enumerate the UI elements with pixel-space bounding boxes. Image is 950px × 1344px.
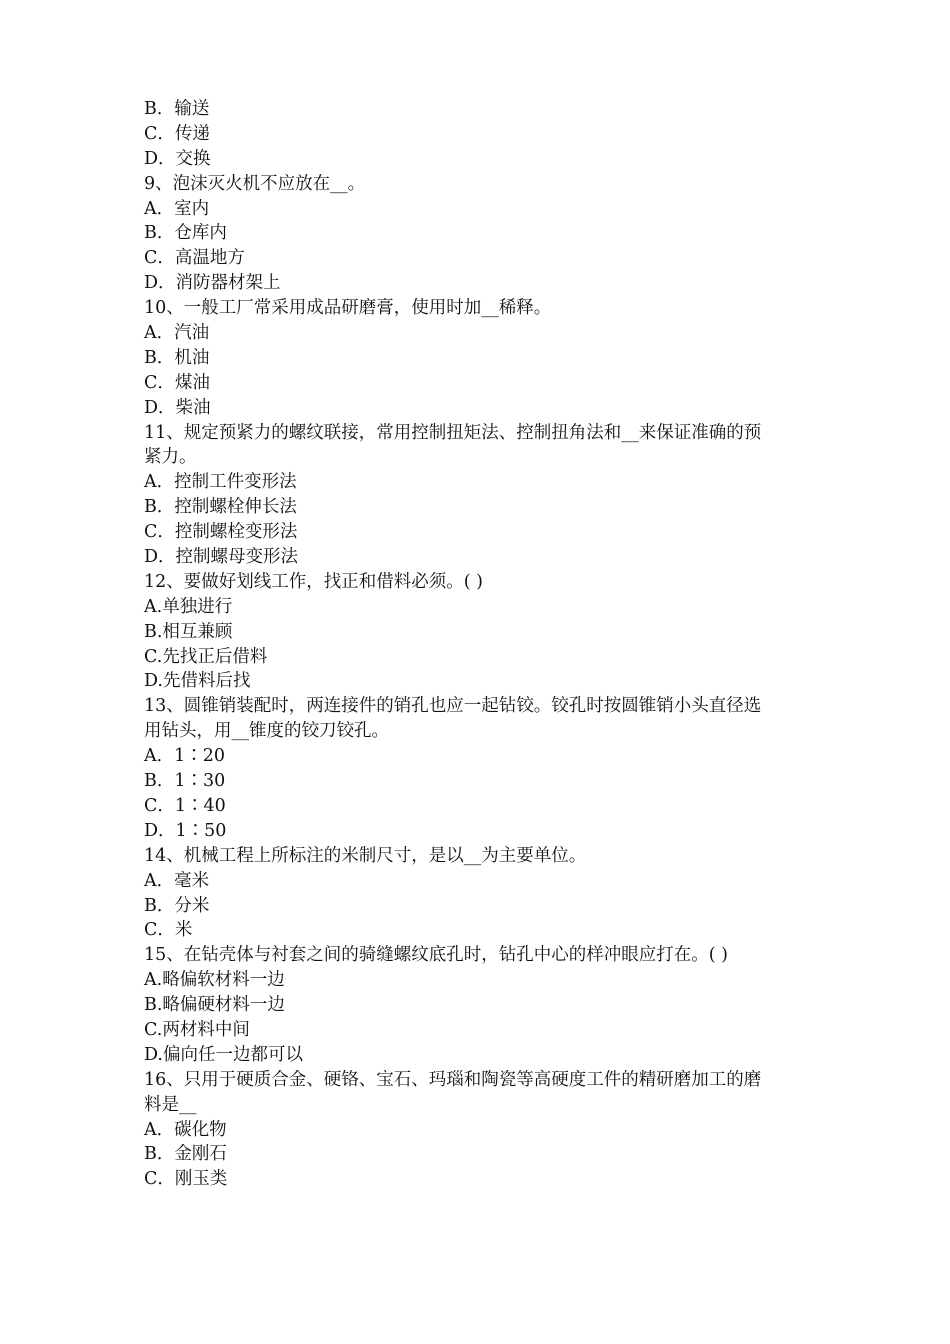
option-text: B．机油 (144, 347, 210, 368)
document-page (144, 97, 824, 1192)
option-text: D．1∶50 (144, 820, 227, 841)
question-text: 12、要做好划线工作，找正和借料必须。( ) (144, 571, 483, 592)
question-text: 9、泡沫灭火机不应放在__。 (144, 173, 366, 194)
option-text: B.略偏硬材料一边 (144, 995, 285, 1016)
question-text: 13、圆锥销装配时，两连接件的销孔也应一起钻铰。铰孔时按圆锥销小头直径选 (144, 696, 762, 717)
option-text: C.先找正后借料 (144, 646, 268, 667)
option-text: A．1∶20 (144, 746, 226, 767)
option-text: A.略偏软材料一边 (144, 970, 285, 991)
question-text-continued: 紧力。 (144, 447, 197, 468)
option-text: A．毫米 (144, 870, 210, 891)
option-text: D．控制螺母变形法 (144, 547, 299, 568)
option-text: C．高温地方 (144, 248, 245, 269)
option-text: B.相互兼顾 (144, 621, 233, 642)
option-text: A．控制工件变形法 (144, 472, 297, 493)
option-text: D.偏向任一边都可以 (144, 1044, 303, 1065)
option-text: A．室内 (144, 198, 210, 219)
option-text: B．金刚石 (144, 1144, 227, 1165)
option-text: B．1∶30 (144, 771, 226, 792)
option-text: C.两材料中间 (144, 1019, 250, 1040)
option-text: C．控制螺栓变形法 (144, 522, 298, 543)
option-text: C．煤油 (144, 372, 210, 393)
option-text: C．米 (144, 920, 193, 941)
question-text: 10、一般工厂常采用成品研磨膏，使用时加__稀释。 (144, 298, 552, 319)
option-text: A．汽油 (144, 323, 210, 344)
question-text-continued: 料是__ (144, 1094, 197, 1115)
option-text: B．分米 (144, 895, 210, 916)
text-line: C．传递 (144, 123, 210, 144)
question-text: 11、规定预紧力的螺纹联接，常用控制扭矩法、控制扭角法和__来保证准确的预 (144, 422, 762, 443)
text-line: D．交换 (144, 148, 211, 169)
question-text: 16、只用于硬质合金、硬铬、宝石、玛瑙和陶瓷等高硬度工件的精研磨加工的磨 (144, 1069, 762, 1090)
option-text: B．控制螺栓伸长法 (144, 497, 297, 518)
option-text: D.先借料后找 (144, 671, 251, 692)
question-text: 14、机械工程上所标注的米制尺寸，是以__为主要单位。 (144, 845, 587, 866)
option-text: C．刚玉类 (144, 1169, 228, 1190)
option-text: D．柴油 (144, 397, 211, 418)
option-text: A．碳化物 (144, 1119, 227, 1140)
option-text: B．仓库内 (144, 223, 227, 244)
option-text: C．1∶40 (144, 795, 226, 816)
text-line: B．输送 (144, 99, 210, 119)
question-text-continued: 用钻头，用__锥度的铰刀铰孔。 (144, 721, 389, 742)
option-text: D．消防器材架上 (144, 273, 281, 294)
question-text: 15、在钻壳体与衬套之间的骑缝螺纹底孔时，钻孔中心的样冲眼应打在。( ) (144, 945, 728, 966)
option-text: A.单独进行 (144, 596, 233, 617)
